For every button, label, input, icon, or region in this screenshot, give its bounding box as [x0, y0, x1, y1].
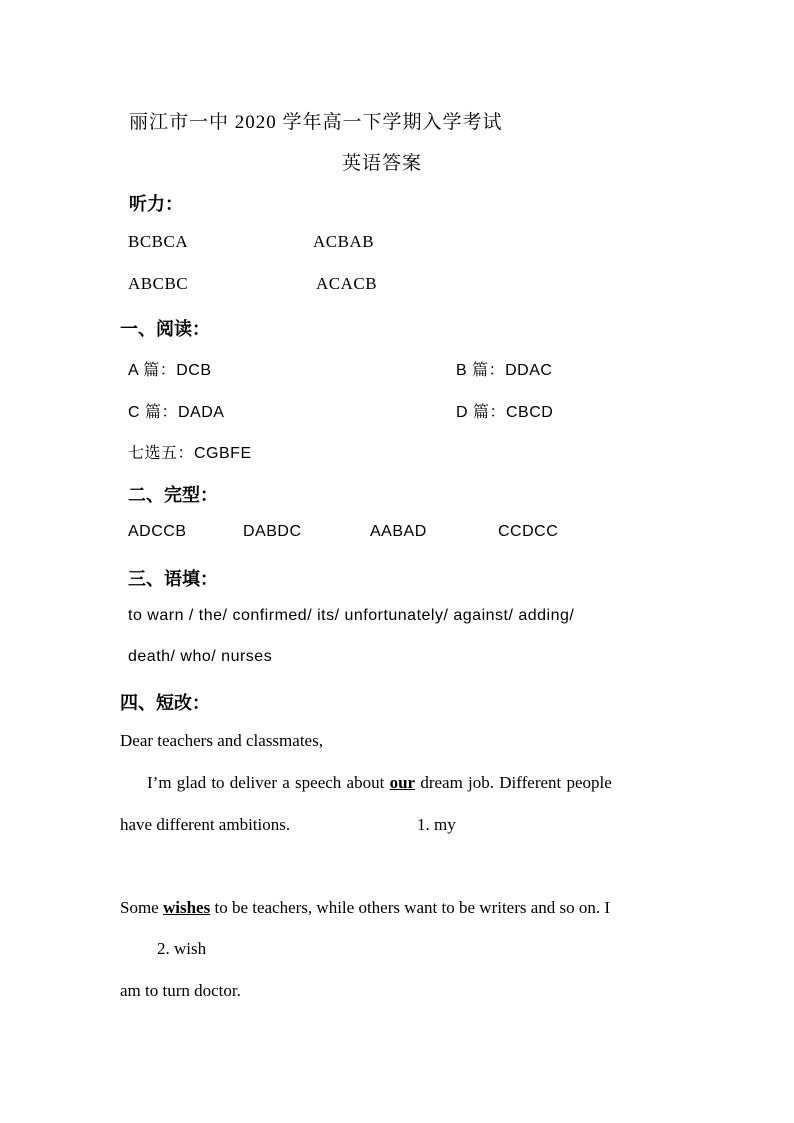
correction-text: Some	[120, 898, 163, 917]
correction-note-1: 1. my	[417, 815, 456, 834]
reading-b: B 篇：DDAC	[456, 362, 553, 379]
correction-text: I’m glad to deliver a speech about	[147, 773, 390, 792]
correction-heading: 四、短改：	[120, 693, 210, 713]
corrected-word-our: our	[389, 773, 416, 792]
cloze-group-4: CCDCC	[498, 523, 559, 540]
correction-greeting: Dear teachers and classmates,	[120, 731, 323, 750]
correction-text: to be teachers, while others want to be writers and so on. I	[210, 898, 611, 917]
listening-row-2-col-2: ACACB	[316, 274, 378, 293]
reading-c: C 篇：DADA	[128, 404, 225, 421]
correction-paragraph-line-4: am to turn doctor.	[120, 981, 241, 1000]
correction-paragraph-line-2: have different ambitions.	[120, 815, 291, 834]
listening-heading: 听力：	[129, 194, 183, 214]
correction-paragraph-line-1	[147, 773, 612, 793]
reading-heading: 一、阅读：	[120, 319, 210, 339]
grammar-fill-heading: 三、语填：	[128, 569, 218, 589]
grammar-fill-line-2: death/ who/ nurses	[128, 648, 273, 665]
reading-d: D 篇：CBCD	[456, 404, 554, 421]
correction-paragraph-line-3	[120, 898, 610, 918]
listening-row-1-col-2: ACBAB	[313, 232, 375, 251]
corrected-word-wishes: wishes	[162, 898, 211, 917]
correction-note-2: 2. wish	[157, 939, 207, 958]
correction-text: dream job. Different people	[415, 773, 612, 792]
listening-row-1-col-1: BCBCA	[128, 232, 189, 251]
page-title: 丽江市一中 2020 学年高一下学期入学考试	[129, 112, 503, 133]
cloze-group-3: AABAD	[370, 523, 427, 540]
cloze-heading: 二、完型：	[128, 485, 218, 505]
grammar-fill-line-1: to warn / the/ confirmed/ its/ unfortunately/ against/ adding/	[128, 607, 575, 624]
reading-seven-choose-five: 七选五：CGBFE	[128, 445, 252, 462]
cloze-group-2: DABDC	[243, 523, 302, 540]
cloze-group-1: ADCCB	[128, 523, 187, 540]
page-subtitle: 英语答案	[342, 153, 423, 174]
listening-row-2-col-1: ABCBC	[128, 274, 189, 293]
reading-a: A 篇：DCB	[128, 362, 212, 379]
